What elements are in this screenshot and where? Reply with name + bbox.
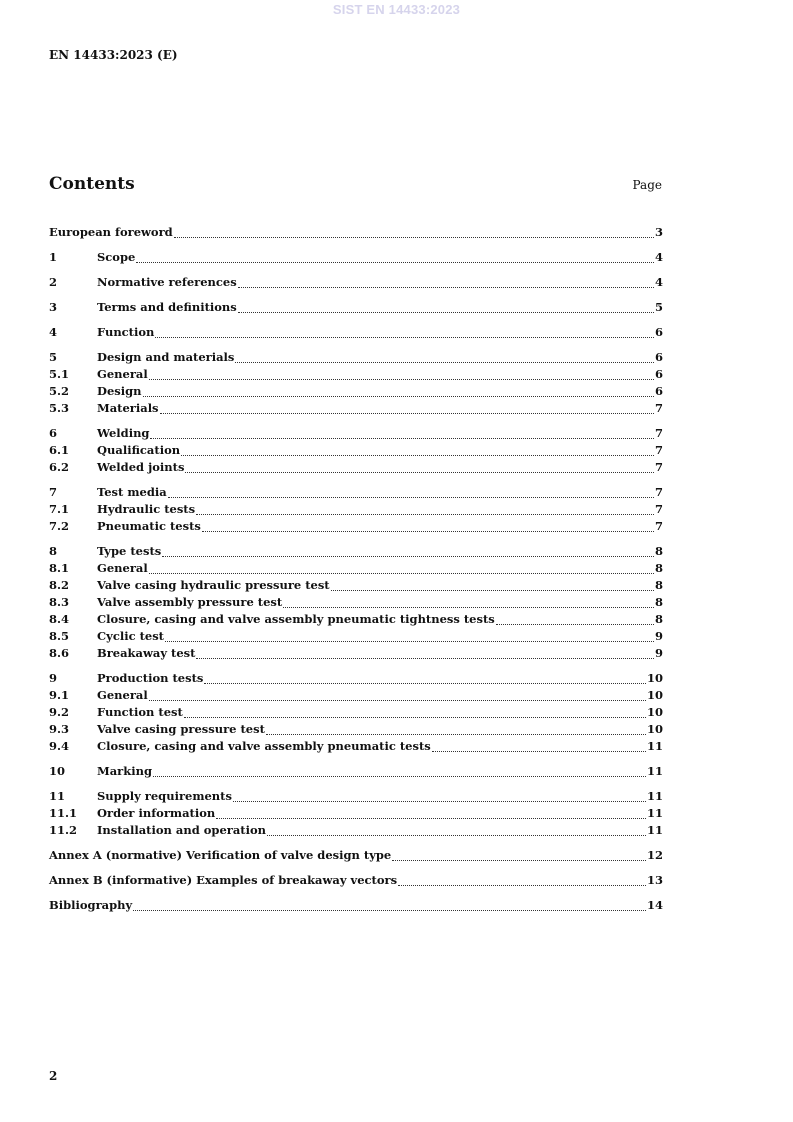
toc-entry-title: Order information — [97, 806, 216, 820]
toc-entry-page: 11 — [646, 739, 663, 753]
dot-leader — [181, 444, 654, 456]
toc-entry[interactable] — [49, 628, 663, 645]
toc-entry-number: 9.2 — [49, 705, 70, 719]
toc-entry-title: Closure, casing and valve assembly pneumatic tightness tests — [97, 612, 495, 626]
toc-group — [49, 847, 663, 864]
toc-entry[interactable] — [49, 822, 663, 839]
dot-leader — [496, 613, 654, 625]
toc-entry-page: 5 — [654, 300, 663, 314]
toc-entry-number: 8 — [49, 544, 58, 558]
toc-group — [49, 872, 663, 889]
toc-entry-title: Pneumatic tests — [97, 519, 201, 533]
toc-entry[interactable] — [49, 805, 663, 822]
dot-leader — [204, 672, 646, 684]
toc-entry[interactable] — [49, 274, 663, 291]
toc-entry-number: 5.1 — [49, 367, 70, 381]
toc-entry-title: Welding — [97, 426, 150, 440]
toc-group — [49, 670, 663, 755]
dot-leader — [149, 689, 646, 701]
toc-entry[interactable] — [49, 738, 663, 755]
dot-leader — [235, 351, 654, 363]
toc-group — [49, 543, 663, 662]
dot-leader — [155, 326, 654, 338]
toc-entry[interactable] — [49, 501, 663, 518]
toc-entry-number: 8.6 — [49, 646, 70, 660]
toc-entry-number: 6.2 — [49, 460, 70, 474]
toc-entry-page: 7 — [654, 460, 663, 474]
toc-entry-number: 9.4 — [49, 739, 70, 753]
toc-entry[interactable] — [49, 518, 663, 535]
toc-entry-number: 3 — [49, 300, 58, 314]
toc-entry-page: 3 — [654, 225, 663, 239]
toc-group — [49, 425, 663, 476]
toc-entry-number: 9.1 — [49, 688, 70, 702]
toc-entry-page: 7 — [654, 519, 663, 533]
dot-leader — [392, 849, 646, 861]
toc-entry-title: Scope — [97, 250, 136, 264]
dot-leader — [184, 706, 646, 718]
toc-entry-number: 10 — [49, 764, 66, 778]
toc-entry-number: 11.1 — [49, 806, 78, 820]
toc-entry-page: 7 — [654, 485, 663, 499]
toc-entry-title: Terms and definitions — [97, 300, 237, 314]
toc-entry-title: Function — [97, 325, 155, 339]
toc-entry[interactable] — [49, 763, 663, 780]
dot-leader — [238, 276, 654, 288]
dot-leader — [398, 874, 646, 886]
toc-entry-title: Qualification — [97, 443, 181, 457]
watermark: SIST EN 14433:2023 — [332, 2, 461, 17]
toc-entry-title: Test media — [97, 485, 167, 499]
toc-entry-page: 8 — [654, 561, 663, 575]
toc-entry[interactable] — [49, 484, 663, 501]
toc-entry-title: General — [97, 367, 148, 381]
toc-entry-number: 8.5 — [49, 629, 70, 643]
toc-entry[interactable] — [49, 400, 663, 417]
toc-entry-page: 7 — [654, 426, 663, 440]
dot-leader — [165, 630, 654, 642]
dot-leader — [267, 824, 646, 836]
dot-leader — [331, 579, 654, 591]
toc-entry[interactable] — [49, 872, 663, 889]
toc-entry[interactable] — [49, 249, 663, 266]
toc-entry-title: Design — [97, 384, 142, 398]
toc-entry-number: 5.3 — [49, 401, 70, 415]
table-of-contents — [49, 224, 663, 922]
toc-entry-page: 7 — [654, 401, 663, 415]
toc-entry-title: General — [97, 688, 148, 702]
toc-entry-page: 8 — [654, 544, 663, 558]
toc-entry-title: Design and materials — [97, 350, 235, 364]
dot-leader — [150, 427, 654, 439]
toc-entry-title: Closure, casing and valve assembly pneumatic tests — [97, 739, 431, 753]
toc-entry-number: 8.3 — [49, 595, 70, 609]
toc-group — [49, 299, 663, 316]
toc-entry[interactable] — [49, 442, 663, 459]
toc-entry-page: 6 — [654, 384, 663, 398]
toc-entry-number: 6 — [49, 426, 58, 440]
dot-leader — [238, 301, 654, 313]
toc-entry[interactable] — [49, 897, 663, 914]
toc-entry[interactable] — [49, 594, 663, 611]
toc-entry-title: Cyclic test — [97, 629, 164, 643]
toc-entry[interactable] — [49, 349, 663, 366]
toc-entry-title: Annex B (informative) Examples of breakaway vectors — [49, 873, 398, 887]
toc-entry-page: 11 — [646, 823, 663, 837]
toc-entry-number: 7 — [49, 485, 58, 499]
dot-leader — [233, 790, 646, 802]
dot-leader — [283, 596, 654, 608]
toc-entry-page: 10 — [646, 705, 663, 719]
toc-entry-number: 5.2 — [49, 384, 70, 398]
toc-entry[interactable] — [49, 645, 663, 662]
toc-group — [49, 484, 663, 535]
toc-entry-title: Welded joints — [97, 460, 185, 474]
toc-entry-title: Breakaway test — [97, 646, 196, 660]
toc-entry[interactable] — [49, 847, 663, 864]
toc-group — [49, 763, 663, 780]
toc-group — [49, 249, 663, 266]
toc-entry-page: 4 — [654, 250, 663, 264]
toc-entry[interactable] — [49, 560, 663, 577]
toc-entry[interactable] — [49, 543, 663, 560]
page-number: 2 — [49, 1069, 58, 1083]
toc-entry-number: 9 — [49, 671, 58, 685]
contents-heading: Contents — [49, 174, 135, 194]
toc-entry-number: 2 — [49, 275, 58, 289]
dot-leader — [133, 899, 646, 911]
toc-group — [49, 274, 663, 291]
toc-entry[interactable] — [49, 704, 663, 721]
toc-entry-title: Bibliography — [49, 898, 133, 912]
dot-leader — [136, 251, 654, 263]
toc-group — [49, 324, 663, 341]
toc-entry-title: Normative references — [97, 275, 237, 289]
dot-leader — [149, 368, 654, 380]
toc-group — [49, 788, 663, 839]
toc-entry-title: Materials — [97, 401, 159, 415]
toc-entry-title: Supply requirements — [97, 789, 232, 803]
toc-entry[interactable] — [49, 459, 663, 476]
toc-entry-number: 11.2 — [49, 823, 78, 837]
toc-entry-number: 1 — [49, 250, 58, 264]
toc-entry-title: Valve assembly pressure test — [97, 595, 283, 609]
toc-entry-title: Hydraulic tests — [97, 502, 196, 516]
toc-entry-page: 8 — [654, 595, 663, 609]
toc-entry-title: Production tests — [97, 671, 204, 685]
dot-leader — [216, 807, 646, 819]
toc-entry-page: 8 — [654, 578, 663, 592]
dot-leader — [185, 461, 654, 473]
toc-entry-number: 11 — [49, 789, 66, 803]
toc-entry-number: 7.1 — [49, 502, 70, 516]
toc-entry-title: Type tests — [97, 544, 162, 558]
toc-entry-page: 6 — [654, 367, 663, 381]
toc-entry-title: European foreword — [49, 225, 173, 239]
toc-entry-page: 6 — [654, 350, 663, 364]
toc-group — [49, 224, 663, 241]
toc-entry-number: 8.1 — [49, 561, 70, 575]
toc-entry[interactable] — [49, 788, 663, 805]
dot-leader — [266, 723, 646, 735]
toc-entry-page: 7 — [654, 502, 663, 516]
toc-entry-page: 9 — [654, 629, 663, 643]
toc-entry-page: 12 — [646, 848, 663, 862]
toc-entry[interactable] — [49, 383, 663, 400]
toc-entry[interactable] — [49, 577, 663, 594]
toc-entry-page: 8 — [654, 612, 663, 626]
toc-entry-page: 6 — [654, 325, 663, 339]
toc-entry-title: Valve casing hydraulic pressure test — [97, 578, 330, 592]
toc-entry[interactable] — [49, 670, 663, 687]
toc-entry-page: 7 — [654, 443, 663, 457]
toc-entry-number: 8.4 — [49, 612, 70, 626]
toc-entry[interactable] — [49, 324, 663, 341]
dot-leader — [160, 402, 654, 414]
toc-entry[interactable] — [49, 224, 663, 241]
toc-entry-page: 11 — [646, 789, 663, 803]
toc-entry-title: Marking — [97, 764, 152, 778]
toc-entry-number: 5 — [49, 350, 58, 364]
toc-entry-number: 8.2 — [49, 578, 70, 592]
dot-leader — [168, 486, 654, 498]
dot-leader — [196, 647, 654, 659]
toc-entry-title: Function test — [97, 705, 183, 719]
dot-leader — [196, 503, 654, 515]
toc-entry[interactable] — [49, 299, 663, 316]
dot-leader — [143, 385, 654, 397]
toc-entry-number: 4 — [49, 325, 58, 339]
toc-entry[interactable] — [49, 611, 663, 628]
toc-entry-title: Installation and operation — [97, 823, 266, 837]
toc-entry[interactable] — [49, 425, 663, 442]
toc-group — [49, 897, 663, 914]
dot-leader — [432, 740, 646, 752]
toc-entry[interactable] — [49, 687, 663, 704]
toc-entry-number: 7.2 — [49, 519, 70, 533]
toc-entry-page: 10 — [646, 688, 663, 702]
dot-leader — [202, 520, 654, 532]
dot-leader — [162, 545, 654, 557]
dot-leader — [174, 226, 654, 238]
toc-group — [49, 349, 663, 417]
toc-entry[interactable] — [49, 721, 663, 738]
toc-entry-title: Valve casing pressure test — [97, 722, 265, 736]
toc-entry-page: 10 — [646, 722, 663, 736]
toc-entry-page: 13 — [646, 873, 663, 887]
toc-entry-page: 10 — [646, 671, 663, 685]
toc-entry-page: 9 — [654, 646, 663, 660]
dot-leader — [149, 562, 654, 574]
toc-entry-number: 6.1 — [49, 443, 70, 457]
toc-entry-page: 11 — [646, 806, 663, 820]
toc-entry-page: 4 — [654, 275, 663, 289]
toc-entry-page: 14 — [646, 898, 663, 912]
toc-entry-page: 11 — [646, 764, 663, 778]
dot-leader — [153, 765, 646, 777]
toc-entry-title: Annex A (normative) Verification of valve design type — [49, 848, 392, 862]
toc-entry[interactable] — [49, 366, 663, 383]
document-id: EN 14433:2023 (E) — [49, 48, 178, 62]
page-column-label: Page — [632, 178, 662, 192]
toc-entry-number: 9.3 — [49, 722, 70, 736]
toc-entry-title: General — [97, 561, 148, 575]
